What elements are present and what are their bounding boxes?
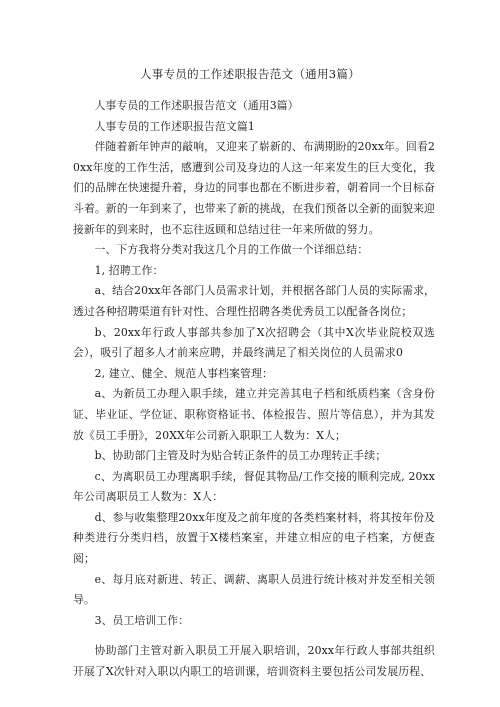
paragraph-recruit-a: a、结合20xx年各部门人员需求计划，并根据各部门人员的实际需求，透过各种招聘渠道有针对性、合理性招聘各类优秀员工以配备各岗位；	[73, 284, 435, 318]
paragraph-archive-b: b、协助部门主管及时为贴合转正条件的员工办理转正手续；	[94, 449, 387, 463]
paragraph-archive-a: a、为新员工办理入职手续，建立并完善其电子档和纸质档案（含身份证、毕业证、学位证、职称资格证书、体检报告、照片等信息），并为其发放《员工手册》，20XX年公司新入职职工人数为：X人；	[73, 387, 435, 442]
paragraph-recruit-b: b、20xx年行政人事部共参加了X次招聘会（其中X次毕业院校双选会），吸引了超多人才前来应聘，并最终满足了相关岗位的人员需求0	[73, 325, 435, 360]
paragraph-section-title: 人事专员的工作述职报告范文篇1	[94, 119, 255, 133]
document-body	[73, 96, 435, 683]
paragraph-training-heading: 3、员工培训工作：	[94, 613, 190, 627]
paragraph-summary-lead: 一、下方我将分类对我这几个月的工作做一个详细总结：	[94, 243, 369, 257]
paragraph-archive-c: c、为离职员工办理离职手续，督促其物品/工作交接的顺利完成, 20xx年公司离职员工人数为：X人：	[73, 469, 435, 504]
paragraph-intro: 伴随着新年钟声的敲响，又迎来了崭新的、布满期盼的20xx年。回看20xx年度的工作生活，感遭到公司及身边的人这一年来发生的巨大变化，我们的品牌在快速提升着，身边的同事也都在不断进步着，朝着同一个目标奋斗着。新的一年到来了，也带来了新的挑战，在我们预备以全新的面貌来迎接新年的到来时，也不忘往返顾和总结过往一年来所做的努力。	[73, 140, 435, 236]
paragraph-recruit-heading: 1, 招聘工作：	[94, 263, 164, 277]
document-title: 人事专员的工作述职报告范文（通用3篇）	[139, 67, 360, 81]
paragraph-training-body: 协助部门主管对新入职员工开展入职培训，20xx年行政人事部共组织开展了X次针对入职以内职工的培训课，培训资料主要包括公司发展历程、	[73, 644, 435, 679]
paragraph-heading-repeat: 人事专员的工作述职报告范文（通用3篇）	[94, 99, 299, 112]
paragraph-archive-heading: 2, 建立、健全、规范人事档案管理：	[94, 366, 273, 380]
paragraph-archive-d: d、参与收集整理20xx年度及之前年度的各类档案材料，将其按年份及种类进行分类归档，放置于X楼档案室，并建立相应的电子档案，方便查阅；	[73, 510, 435, 566]
paragraph-archive-e: e、每月底对新进、转正、调薪、离职人员进行统计核对并发至相关领导。	[73, 572, 435, 607]
